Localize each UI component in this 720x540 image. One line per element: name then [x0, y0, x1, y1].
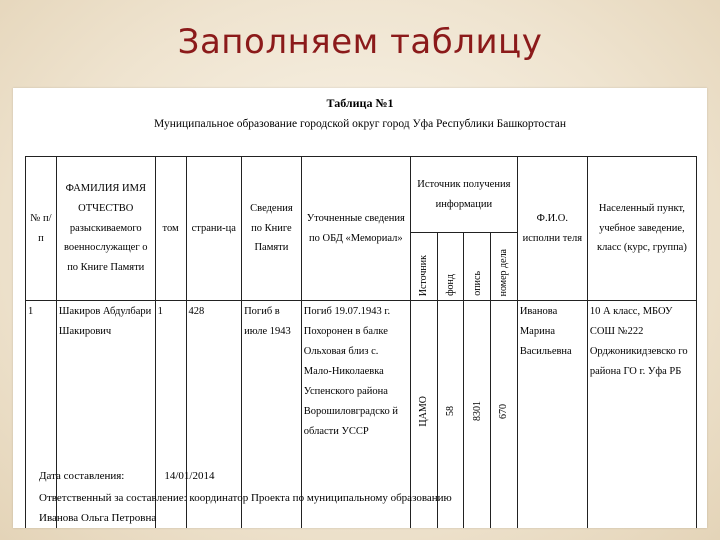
header-src-delo-num: номер дела — [498, 248, 510, 296]
footer-date-value: 14/01/2014 — [164, 470, 215, 482]
cell-book-info: Погиб в июле 1943 — [242, 301, 302, 529]
document-subtitle: Муниципальное образование городской округ город Уфа Республики Башкортостан — [154, 118, 566, 130]
header-src-fond: фонд — [444, 274, 456, 296]
document-page — [13, 88, 707, 528]
header-obd-info: Уточненные сведения по ОБД «Мемориал» — [301, 157, 410, 301]
header-row — [26, 157, 697, 301]
header-source-group-label: Источник получения информации — [411, 157, 517, 233]
cell-fio-filled: Иванова Марина Васильевна — [517, 301, 587, 529]
header-source-group — [410, 157, 517, 301]
cell-src-opis: 8301 — [464, 301, 491, 529]
footer-responsible-name: Иванова Ольга Петровна — [39, 512, 157, 524]
cell-place: 10 А класс, МБОУ СОШ №222 Орджоникидзевско го района ГО г. Уфа РБ — [587, 301, 696, 529]
cell-name: Шакиров Абдулбари Шакирович — [56, 301, 155, 529]
header-book-info: Сведения по Книге Памяти — [242, 157, 302, 301]
footer-date — [39, 470, 214, 482]
footer-responsible: Ответственный за составление: координатор Проекта по муниципальному образованию — [39, 492, 452, 504]
cell-obd-info: Погиб 19.07.1943 г. Похоронен в балке Ольховая близ с. Мало-Николаевка Успенского района Ворошиловградско й области УССР — [301, 301, 410, 529]
cell-src-fond: 58 — [437, 301, 464, 529]
header-fio-filled: Ф.И.О. исполни теля — [517, 157, 587, 301]
document-title: Таблица №1 — [326, 96, 394, 110]
header-page: страни-ца — [186, 157, 242, 301]
cell-src-delo-num: 670 — [491, 301, 518, 529]
header-place: Населенный пункт, учебное заведение, класс (курс, группа) — [587, 157, 696, 301]
slide-title: Заполняем таблицу — [177, 22, 543, 62]
header-src-source: Источник — [418, 254, 430, 296]
header-num: № п/п — [26, 157, 57, 301]
cell-num: 1 — [26, 301, 57, 529]
cell-src-source: ЦАМО — [410, 301, 437, 529]
header-src-opis: опись — [471, 271, 483, 296]
header-vol: том — [155, 157, 186, 301]
cell-page: 428 — [186, 301, 242, 529]
footer-date-label: Дата составления: — [39, 470, 125, 482]
cell-vol: 1 — [155, 301, 186, 529]
header-name: ФАМИЛИЯ ИМЯ ОТЧЕСТВО разыскиваемого военнослужащег о по Книге Памяти — [56, 157, 155, 301]
